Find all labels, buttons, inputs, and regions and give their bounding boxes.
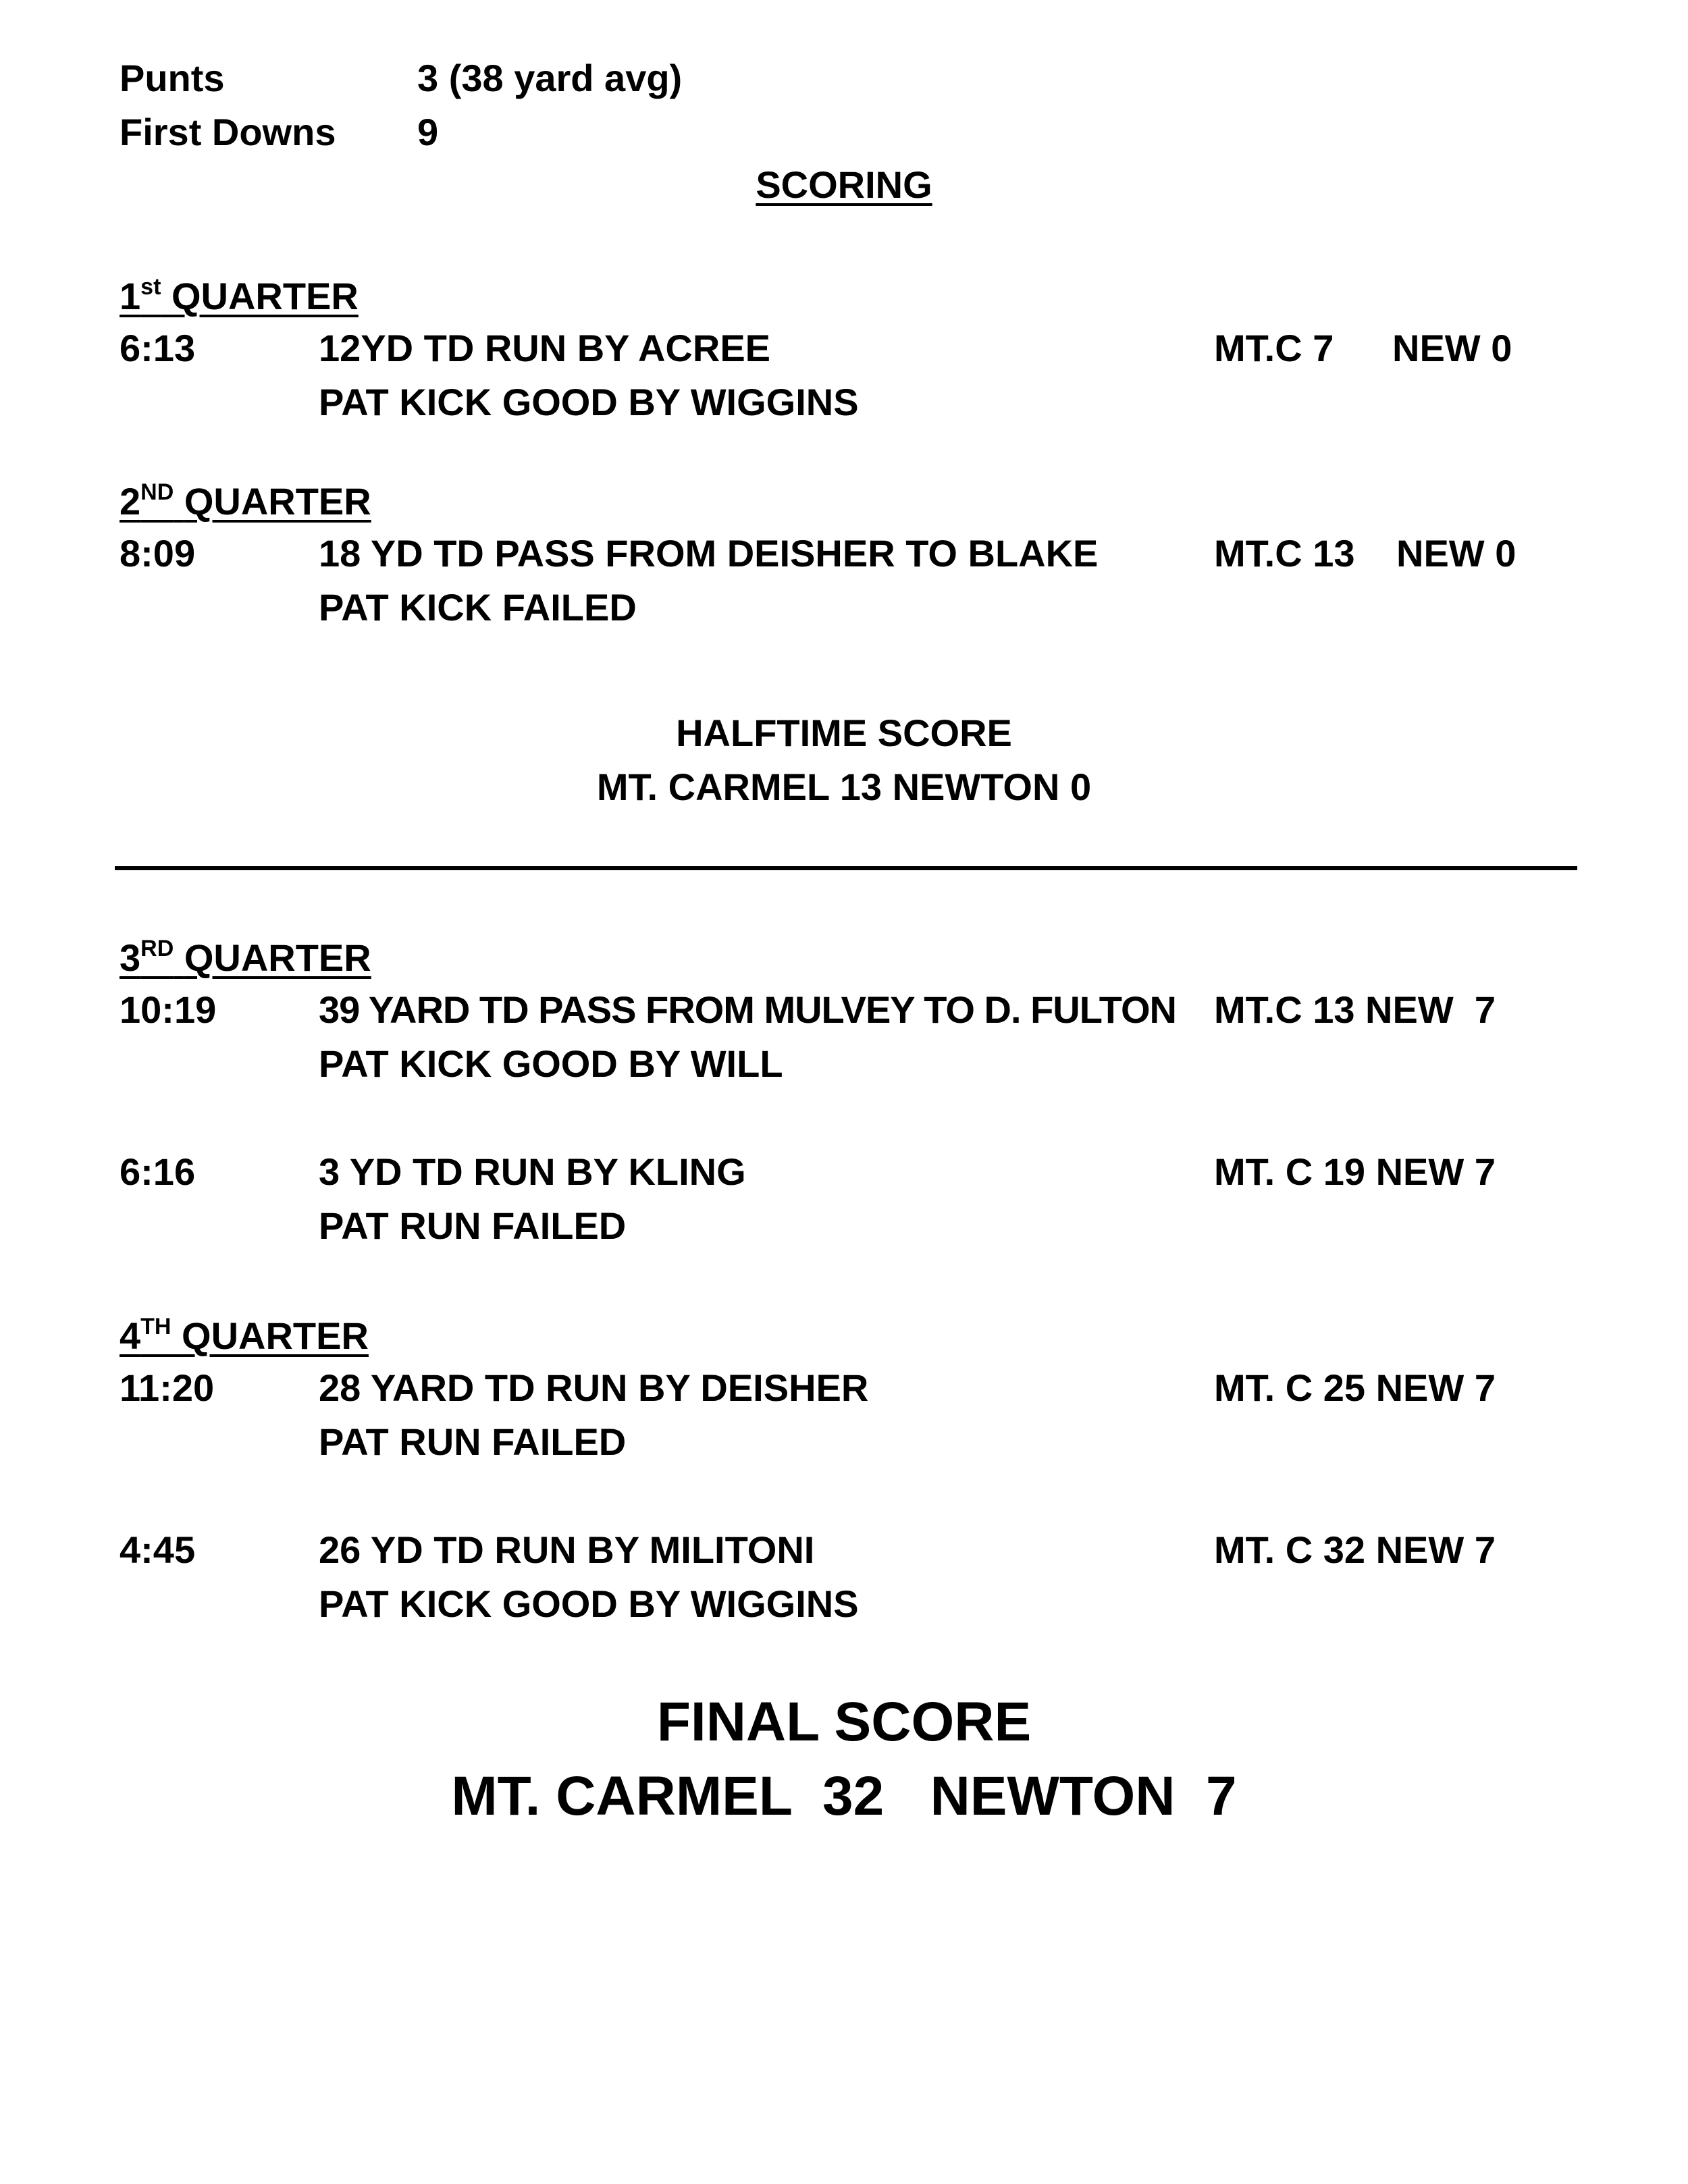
quarter-heading-4 bbox=[120, 1315, 369, 1355]
quarter-suffix: TH bbox=[140, 1314, 172, 1339]
play-score-away: NEW 0 bbox=[1392, 327, 1512, 369]
quarter-label: QUARTER bbox=[171, 275, 359, 317]
quarter-heading-3 bbox=[120, 937, 371, 977]
quarter-num: 2 bbox=[120, 480, 141, 523]
play-description: 39 YARD TD PASS FROM MULVEY TO D. FULTON bbox=[319, 988, 1176, 1031]
quarter-label: QUARTER bbox=[184, 480, 371, 523]
section-divider bbox=[115, 866, 1577, 870]
play-score-home: MT.C 13 bbox=[1214, 532, 1355, 575]
play-pat: PAT KICK GOOD BY WILL bbox=[319, 1042, 783, 1085]
quarter-suffix: RD bbox=[140, 936, 174, 961]
quarter-num: 3 bbox=[120, 936, 141, 979]
final-score: MT. CARMEL 32 NEWTON 7 bbox=[451, 1765, 1237, 1827]
play-pat: PAT RUN FAILED bbox=[319, 1204, 627, 1247]
scoring-heading bbox=[0, 163, 1688, 206]
quarter-suffix: ND bbox=[140, 479, 174, 505]
quarter-num: 1 bbox=[120, 275, 141, 317]
play-time: 11:20 bbox=[120, 1366, 215, 1409]
play-score-away: NEW 0 bbox=[1396, 532, 1516, 575]
play-score-home: MT.C 7 bbox=[1214, 327, 1334, 369]
final-heading: FINAL SCORE bbox=[656, 1691, 1032, 1753]
quarter-label: QUARTER bbox=[184, 936, 371, 979]
punts-value: 3 (38 yard avg) bbox=[417, 57, 683, 99]
play-pat: PAT KICK GOOD BY WIGGINS bbox=[319, 381, 859, 423]
play-pat: PAT KICK GOOD BY WIGGINS bbox=[319, 1582, 859, 1625]
play-description: 12YD TD RUN BY ACREE bbox=[319, 327, 771, 369]
punts-label: Punts bbox=[120, 57, 225, 99]
play-time: 4:45 bbox=[120, 1528, 196, 1571]
play-pat: PAT RUN FAILED bbox=[319, 1420, 627, 1463]
quarter-suffix: st bbox=[140, 274, 161, 300]
play-score: MT.C 13 NEW 7 bbox=[1214, 988, 1496, 1031]
first-downs-label: First Downs bbox=[120, 111, 336, 153]
halftime-score: MT. CARMEL 13 NEWTON 0 bbox=[596, 766, 1092, 808]
play-description: 3 YD TD RUN BY KLING bbox=[319, 1150, 746, 1193]
play-score: MT. C 19 NEW 7 bbox=[1214, 1150, 1496, 1193]
scoring-heading-text: SCORING bbox=[756, 163, 932, 206]
play-time: 6:16 bbox=[120, 1150, 196, 1193]
play-score: MT. C 32 NEW 7 bbox=[1214, 1528, 1496, 1571]
quarter-num: 4 bbox=[120, 1314, 141, 1357]
play-description: 28 YARD TD RUN BY DEISHER bbox=[319, 1366, 869, 1409]
play-time: 10:19 bbox=[120, 988, 217, 1031]
play-time: 8:09 bbox=[120, 532, 196, 575]
quarter-label: QUARTER bbox=[182, 1314, 369, 1357]
play-description: 26 YD TD RUN BY MILITONI bbox=[319, 1528, 815, 1571]
halftime-heading: HALFTIME SCORE bbox=[676, 712, 1012, 754]
quarter-heading-1 bbox=[120, 275, 359, 315]
quarter-heading-2 bbox=[120, 481, 371, 521]
play-pat: PAT KICK FAILED bbox=[319, 586, 637, 629]
play-time: 6:13 bbox=[120, 327, 196, 369]
play-description: 18 YD TD PASS FROM DEISHER TO BLAKE bbox=[319, 532, 1099, 575]
first-downs-value: 9 bbox=[417, 111, 439, 153]
play-score: MT. C 25 NEW 7 bbox=[1214, 1366, 1496, 1409]
